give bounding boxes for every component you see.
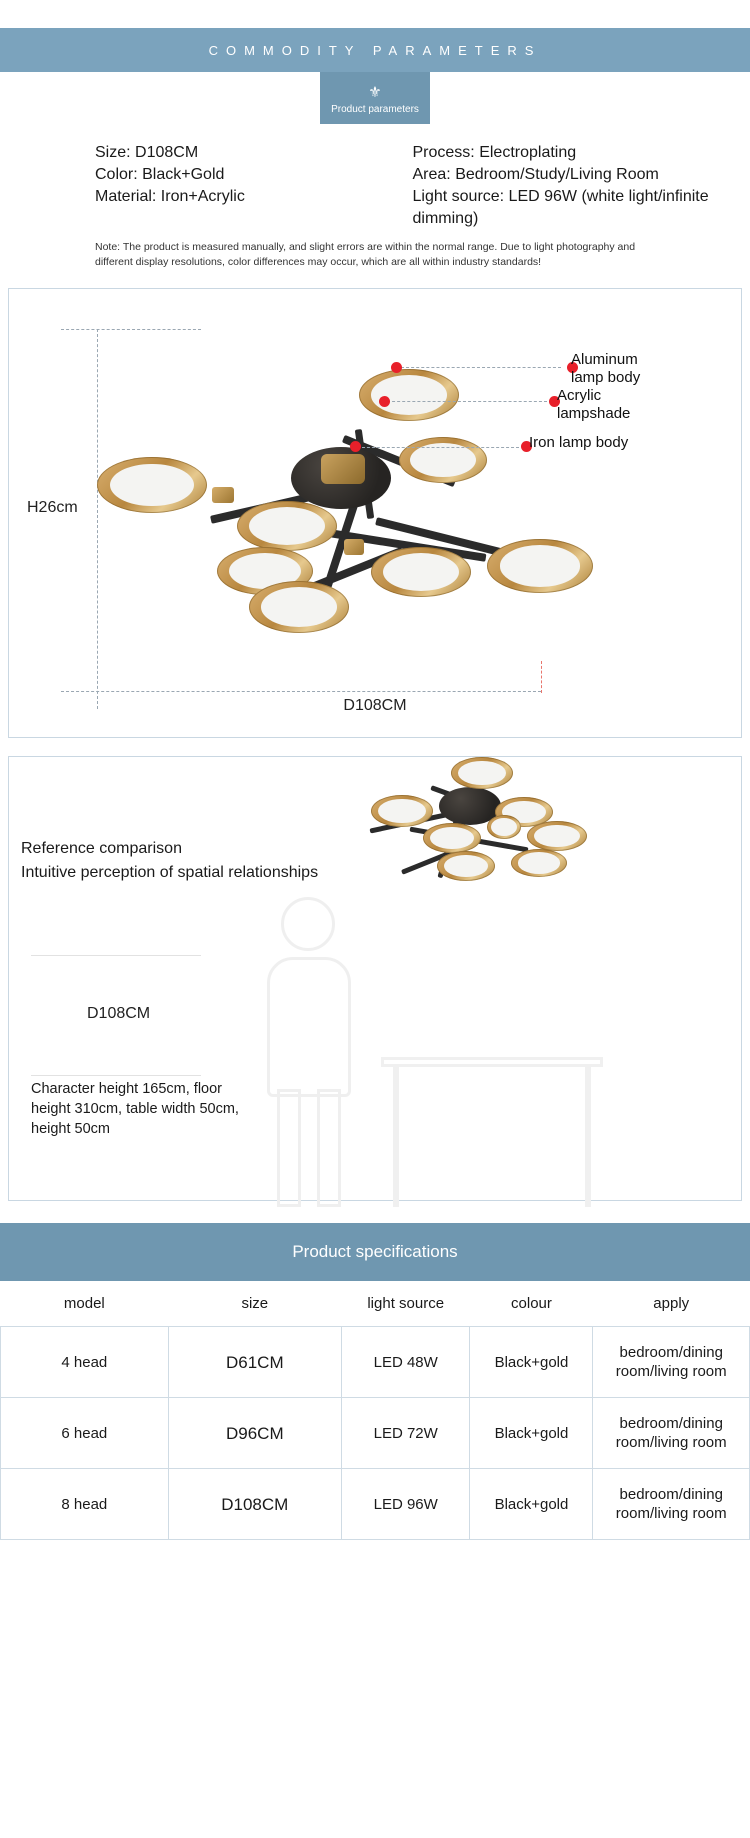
- product-specifications-table: [0, 1281, 750, 1540]
- cell-model: 8 head: [1, 1469, 169, 1540]
- lamp-ring: [487, 815, 521, 839]
- lamp-ring: [237, 501, 337, 551]
- lamp-hub-plate: [321, 454, 365, 484]
- specs-left-column: [95, 142, 403, 230]
- reference-line-1: Reference comparison: [21, 840, 182, 857]
- column-header-apply: apply: [653, 1295, 690, 1312]
- height-dimension-label: H26cm: [27, 499, 78, 516]
- lamp-ring: [371, 547, 471, 597]
- lamp-ring: [451, 757, 513, 789]
- lamp-ring: [97, 457, 207, 513]
- lamp-ring: [249, 581, 349, 633]
- product-parameters-tab-row: [0, 72, 750, 124]
- chandelier-small-illustration: [9, 757, 741, 1200]
- spec-light-source: Light source: LED 96W (white light/infinite dimming): [412, 188, 709, 227]
- cell-apply: bedroom/dining room/living room: [593, 1398, 750, 1469]
- cell-size: D96CM: [168, 1398, 341, 1469]
- banner-title: COMMODITY PARAMETERS: [208, 42, 542, 58]
- callout-iron-lamp-body: Iron lamp body: [529, 434, 629, 451]
- cell-size: D61CM: [168, 1327, 341, 1398]
- commodity-parameters-banner: [0, 28, 750, 72]
- column-header-size: size: [241, 1295, 269, 1312]
- reference-diameter-label: D108CM: [87, 1005, 151, 1022]
- callout-leader-line: [401, 367, 561, 368]
- dimension-diagram-panel: [8, 288, 742, 738]
- callout-dot: [379, 396, 390, 407]
- reference-dimension-note: Character height 165cm, floor height 310cm, table width 50cm, height 50cm: [31, 1081, 239, 1137]
- callout-leader-line: [387, 401, 547, 402]
- person-head: [281, 897, 335, 951]
- measurement-note: Note: The product is measured manually, and slight errors are within the normal range. Due to light photography and different display resolutions, color differences may occur, which are all within industry standards!: [95, 241, 636, 268]
- cell-model: 6 head: [1, 1398, 169, 1469]
- specs-right-column: [403, 142, 721, 230]
- fleur-de-lis-icon: ⚜: [368, 84, 382, 101]
- cell-colour: Black+gold: [470, 1469, 593, 1540]
- spec-color: Color: Black+Gold: [95, 166, 225, 183]
- person-leg-right: [317, 1089, 341, 1207]
- lamp-ring: [399, 437, 487, 483]
- column-header-light-source: light source: [367, 1295, 445, 1312]
- callout-aluminum-lamp-body: Aluminum lamp body: [571, 351, 641, 386]
- product-detail-page: [0, 28, 750, 1550]
- lamp-ring: [371, 795, 433, 827]
- spec-size: Size: D108CM: [95, 144, 199, 161]
- lamp-joint: [344, 539, 364, 555]
- product-parameters-tab: [320, 72, 430, 124]
- table-leg-left: [393, 1067, 399, 1207]
- table-leg-right: [585, 1067, 591, 1207]
- callout-leader-line: [357, 447, 519, 448]
- table-top: [381, 1057, 603, 1067]
- cell-model: 4 head: [1, 1327, 169, 1398]
- lamp-ring: [359, 369, 459, 421]
- lamp-ring: [527, 821, 587, 851]
- column-header-model: model: [63, 1295, 105, 1312]
- reference-comparison-panel: [8, 756, 742, 1201]
- person-torso: [267, 957, 351, 1097]
- table-row: [1, 1327, 750, 1398]
- lamp-ring: [423, 823, 481, 853]
- product-parameters-tab-label: Product parameters: [331, 104, 419, 115]
- callout-dot: [350, 441, 361, 452]
- cell-light-source: LED 72W: [341, 1398, 470, 1469]
- cell-size: D108CM: [168, 1469, 341, 1540]
- product-specifications-title: Product specifications: [292, 1242, 458, 1261]
- reference-line-2: Intuitive perception of spatial relationships: [21, 864, 319, 881]
- spec-area: Area: Bedroom/Study/Living Room: [412, 166, 659, 183]
- cell-colour: Black+gold: [470, 1398, 593, 1469]
- table-header-row: [1, 1281, 750, 1327]
- cell-apply: bedroom/dining room/living room: [593, 1327, 750, 1398]
- lamp-ring: [437, 851, 495, 881]
- callout-acrylic-lampshade: Acrylic lampshade: [557, 387, 631, 422]
- spec-process: Process: Electroplating: [412, 144, 577, 161]
- cell-colour: Black+gold: [470, 1327, 593, 1398]
- lamp-ring: [487, 539, 593, 593]
- table-row: [1, 1469, 750, 1540]
- spec-material: Material: Iron+Acrylic: [95, 188, 245, 205]
- lamp-ring: [511, 849, 567, 877]
- product-specifications-title-bar: [0, 1223, 750, 1281]
- person-leg-left: [277, 1089, 301, 1207]
- cell-light-source: LED 96W: [341, 1469, 470, 1540]
- bottom-spacer: [0, 1540, 750, 1550]
- specification-text-block: [0, 124, 750, 230]
- cell-apply: bedroom/dining room/living room: [593, 1469, 750, 1540]
- table-row: [1, 1398, 750, 1469]
- callout-dot: [391, 362, 402, 373]
- column-header-colour: colour: [511, 1295, 552, 1312]
- width-dimension-label: D108CM: [343, 697, 407, 714]
- cell-light-source: LED 48W: [341, 1327, 470, 1398]
- lamp-joint: [212, 487, 234, 503]
